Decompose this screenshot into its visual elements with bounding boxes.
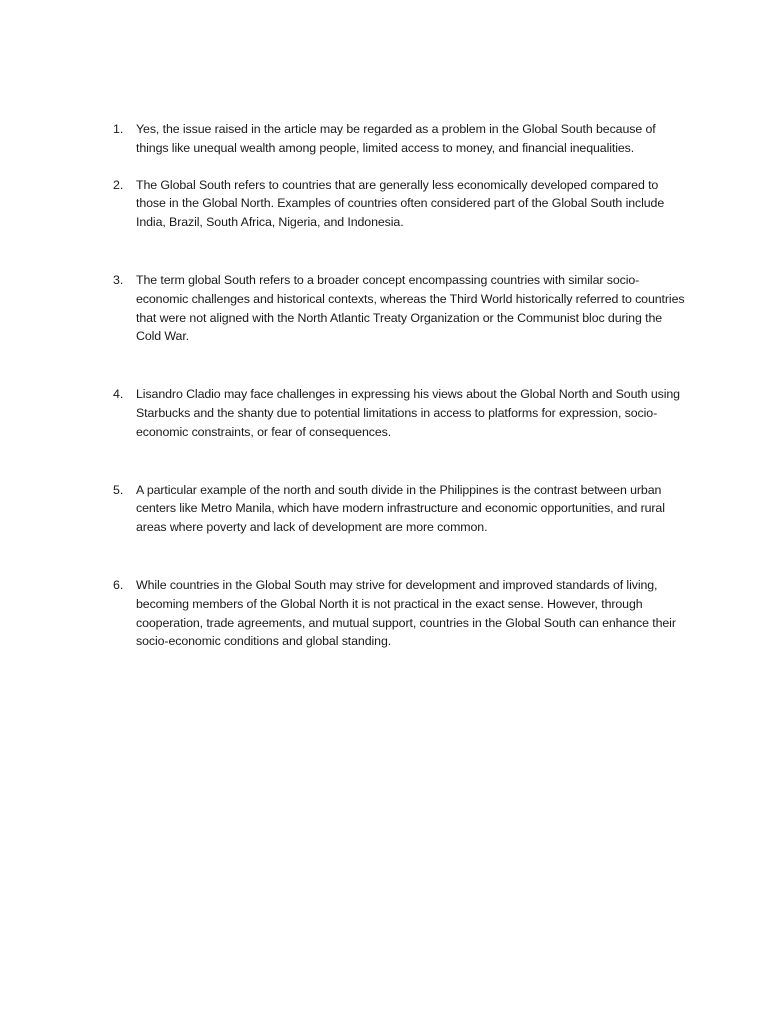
item-number: 5.	[113, 482, 124, 497]
item-number: 1.	[113, 122, 124, 136]
item-text: A particular example of the north and south divide in the Philippines is the contrast between urban centers like Metro Manila, which have modern infrastructure and economic opportunities, and rural areas where poverty and lack of development are more common.	[136, 482, 665, 535]
item-text: The term global South refers to a broader concept encompassing countries with similar socio-economic challenges and historical contexts, whereas the Third World historically referred to countries that were not aligned with the North Atlantic Treaty Organization or the Communist bloc during the Cold War.	[136, 272, 685, 344]
answer-list	[106, 120, 686, 651]
item-number: 2.	[113, 177, 124, 192]
item-number: 6.	[113, 577, 124, 592]
list-item	[106, 385, 686, 441]
item-text: Yes, the issue raised in the article may be regarded as a problem in the Global South because of things like unequal wealth among people, limited access to money, and financial inequalities.	[136, 122, 656, 155]
list-item	[106, 271, 686, 346]
item-number: 4.	[113, 387, 124, 402]
item-text: Lisandro Cladio may face challenges in expressing his views about the Global North and South using Starbucks and the shanty due to potential limitations in access to platforms for expression, socio-economic constraints, or fear of consequences.	[136, 387, 680, 439]
item-text: While countries in the Global South may strive for development and improved standards of living, becoming members of the Global North it is not practical in the exact sense. However, through cooperation, trade agreements, and mutual support, countries in the Global South can enhance their socio-economic conditions and global standing.	[136, 577, 676, 649]
list-item	[106, 176, 686, 232]
list-item	[106, 120, 686, 158]
item-text: The Global South refers to countries that are generally less economically developed compared to those in the Global North. Examples of countries often considered part of the Global South include India, Brazil, South Africa, Nigeria, and Indonesia.	[136, 177, 665, 230]
list-item	[106, 481, 686, 537]
item-number: 3.	[113, 272, 124, 287]
list-item	[106, 576, 686, 651]
